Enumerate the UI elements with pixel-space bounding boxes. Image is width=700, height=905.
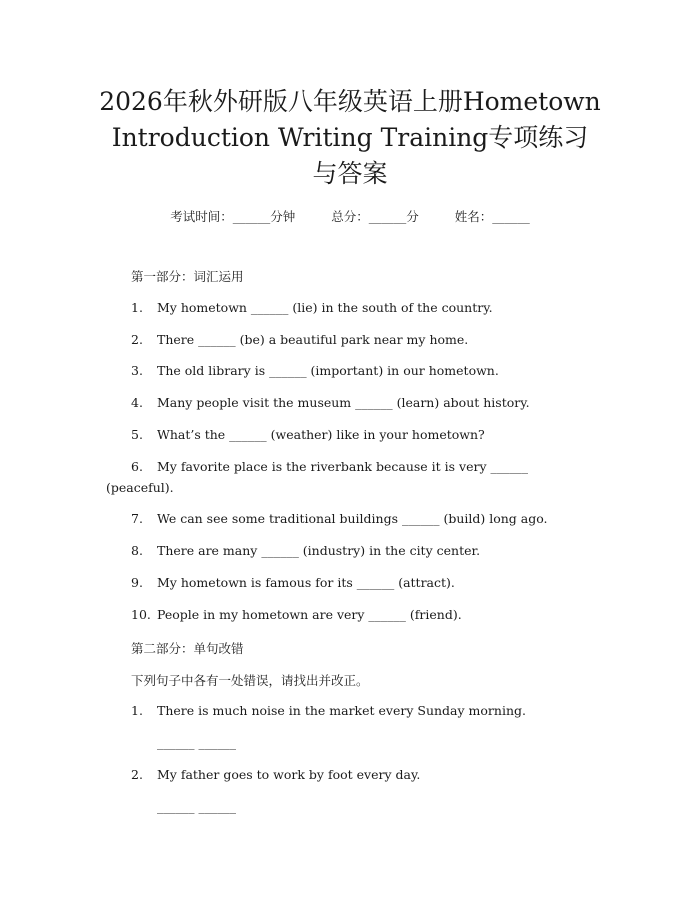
question-number: 3. — [131, 363, 143, 378]
question-item — [131, 363, 499, 378]
question-item — [131, 300, 493, 315]
exam-time: 考试时间：______分钟 — [170, 209, 296, 224]
question-item — [131, 427, 485, 442]
document-title — [60, 84, 640, 192]
question-number: 1. — [131, 300, 143, 315]
question-item — [131, 607, 462, 622]
question-number: 9. — [131, 575, 143, 590]
question-item — [131, 459, 528, 474]
question-number: 1. — [131, 703, 143, 718]
question-text: Many people visit the museum ______ (learn) about history. — [157, 395, 530, 410]
answer-blank: ______ ______ — [157, 799, 236, 814]
total-score: 总分：______分 — [331, 209, 419, 224]
title-line-2: Introduction Writing Training专项练习 — [111, 123, 589, 152]
part2-heading: 第二部分：单句改错 — [131, 641, 244, 656]
question-text: There are many ______ (industry) in the city center. — [157, 543, 481, 558]
question-text: My favorite place is the riverbank because it is very ______ — [157, 459, 529, 474]
question-text: There is much noise in the market every Sunday morning. — [157, 703, 526, 718]
question-item — [131, 332, 468, 347]
question-number: 7. — [131, 511, 143, 526]
question-continuation: (peaceful). — [106, 480, 174, 495]
answer-blank: ______ ______ — [157, 735, 236, 750]
question-text: People in my hometown are very ______ (friend). — [157, 607, 462, 622]
question-item — [131, 543, 480, 558]
question-item — [131, 767, 420, 782]
question-number: 6. — [131, 459, 143, 474]
question-text: We can see some traditional buildings ______ (build) long ago. — [157, 511, 548, 526]
question-text: There ______ (be) a beautiful park near my home. — [157, 332, 469, 347]
question-text: My hometown is famous for its ______ (attract). — [157, 575, 455, 590]
question-text: The old library is ______ (important) in our hometown. — [157, 363, 499, 378]
student-name: 姓名：______ — [454, 209, 530, 224]
question-text: My father goes to work by foot every day. — [157, 767, 421, 782]
question-number: 8. — [131, 543, 143, 558]
question-item — [131, 395, 530, 410]
question-number: 2. — [131, 767, 143, 782]
question-item — [131, 703, 526, 718]
exam-info — [0, 207, 700, 225]
question-number: 10. — [131, 607, 151, 622]
part2-instruction: 下列句子中各有一处错误，请找出并改正。 — [131, 673, 369, 688]
part1-heading: 第一部分：词汇运用 — [131, 269, 244, 284]
question-text: My hometown ______ (lie) in the south of the country. — [157, 300, 493, 315]
title-line-3: 与答案 — [312, 159, 388, 188]
question-number: 5. — [131, 427, 143, 442]
question-text: What’s the ______ (weather) like in your hometown? — [157, 427, 485, 442]
question-item — [131, 511, 548, 526]
question-number: 2. — [131, 332, 143, 347]
question-number: 4. — [131, 395, 143, 410]
question-item — [131, 575, 455, 590]
title-line-1: 2026年秋外研版八年级英语上册Hometown — [99, 87, 601, 116]
